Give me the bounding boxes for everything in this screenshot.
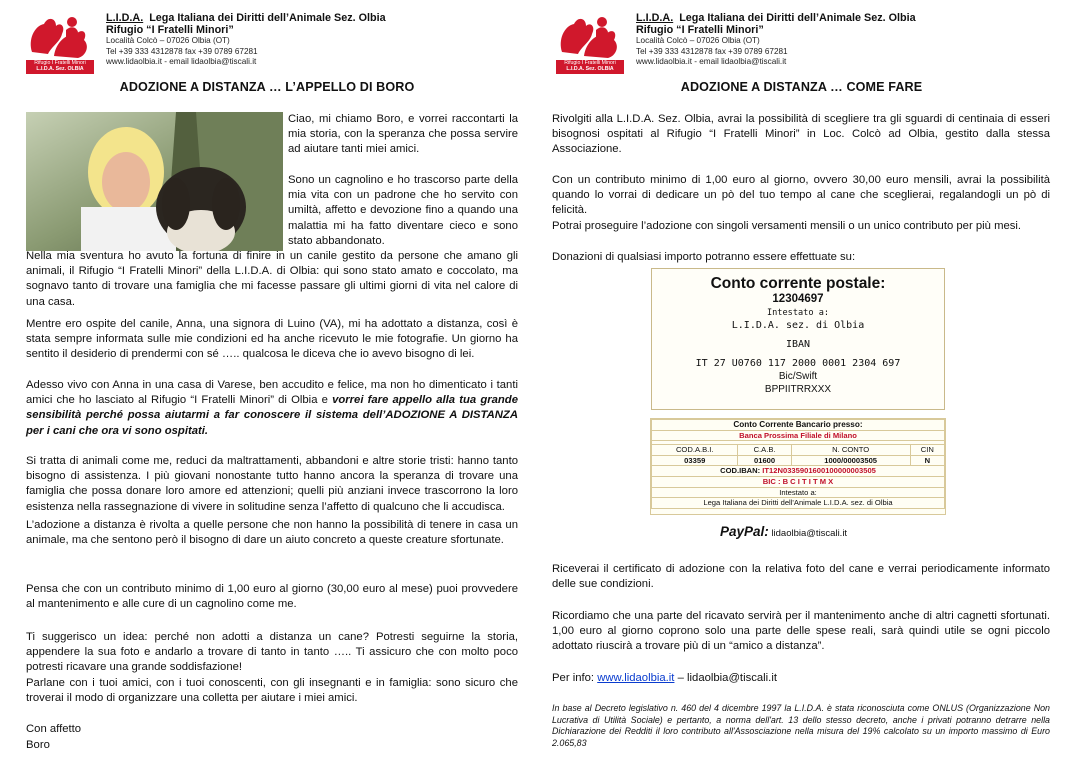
website-link[interactable]: www.lidaolbia.it bbox=[597, 672, 675, 684]
bank-iban: IT12N0335901600100000003505 bbox=[762, 466, 876, 476]
suggestion-paragraph: Ti suggerisco un idea: perché non adotti a distanza un cane? Potresti seguirne la storia, appendere la sua foto e andarlo a trovare di tanto in tanto ….. Ti assicuro che con molto poco potresti ricavare una grande soddisfazione! bbox=[26, 631, 518, 674]
val-cab: 01600 bbox=[738, 455, 791, 466]
letterhead-text bbox=[106, 12, 386, 68]
org-name: Lega Italiana dei Diritti dell’Animale Sez. Olbia bbox=[149, 12, 386, 24]
page-title: ADOZIONE A DISTANZA … COME FARE bbox=[680, 80, 923, 94]
appeal-emphasis: vorrei fare appello alla tua grande sensibilità perché possa aiutarmi a far conoscere il sistema dell’ADOZIONE A DISTANZA per i cani che ora vi sono ospitati. bbox=[26, 394, 518, 437]
val-cin: N bbox=[910, 455, 944, 466]
contact-paragraph: Rivolgiti alla L.I.D.A. Sez. Olbia, avrai la possibilità di scegliere tra gli sguardi di centinaia di esseri bisognosi ospitati al Rifugio “I Fratelli Minori” in Loc. Colcò ad Olbia, gestito dalla stessa Associazione. bbox=[552, 113, 1050, 156]
onlus-footnote: In base al Decreto legislativo n. 460 del 4 dicembre 1997 la L.I.D.A. è stata riconosciuta come ONLUS (Organizzazione Non Lucrativa di Utilità Sociale) e pertanto, a norma dell'art. 13 dello stesso decreto, anche i privati potranno detrarre nella Dichiarazione dei Redditi il loro contributo all'Assosciazione nella misura del 19% calcolato su un importo massimo di Euro 2.065,83 bbox=[552, 703, 1050, 749]
contribution-paragraph: Pensa che con un contributo minimo di 1,00 euro al giorno (30,00 euro al mese) puoi provvedere al mantenimento e alle cure di un cagnolino come me. bbox=[26, 583, 518, 611]
postal-bic-label: Bic/Swift bbox=[778, 371, 818, 382]
org-abbr: L.I.D.A. bbox=[636, 12, 674, 24]
bank-holder: Lega Italiana dei Diritti dell'Animale L.I.D.A. sez. di Olbia bbox=[652, 498, 945, 509]
continuation-paragraph: Potrai proseguire l’adozione con singoli versamenti mensili o un unico contributo per più mesi. bbox=[552, 220, 1022, 232]
postal-heading: Conto corrente postale: bbox=[710, 275, 886, 292]
phone: Tel +39 333 4312878 fax +39 0789 67281 bbox=[636, 46, 788, 56]
paypal-email: lidaolbia@tiscali.it bbox=[771, 528, 848, 539]
story-paragraph-2: Nella mia sventura ho avuto la fortuna di finire in un canile gestito da persone che amano gli animali, il Rifugio “I Fratelli Minori” della L.I.D.A. di Olbia: qui sono stato amato e coccolato, ma sognavo tanto di trovare una famiglia che mi facesse passare gli ultimi giorni di vita nel calore di una casa. bbox=[26, 250, 518, 308]
bank-intestato: Intestato a: bbox=[652, 487, 945, 498]
info-line: Per info: www.lidaolbia.it – lidaolbia@tiscali.it bbox=[552, 672, 777, 684]
postal-holder: L.I.D.A. sez. di Olbia bbox=[731, 320, 865, 331]
letterhead bbox=[556, 10, 1056, 76]
org-name: Lega Italiana dei Diritti dell’Animale Sez. Olbia bbox=[679, 12, 916, 24]
refuge-name: Rifugio “I Fratelli Minori” bbox=[636, 24, 764, 36]
story-paragraph-1: Sono un cagnolino e ho trascorso parte della mia vita con un padrone che ho servito con umiltà, affetto e devozione fino a quando una malattia mi ha fatto diventare cieco e sono stato abbandonato. bbox=[288, 174, 518, 247]
bank-account-box bbox=[650, 418, 946, 515]
logo-caption: Rifugio I Fratelli Minori L.I.D.A. Sez. OLBIA bbox=[564, 60, 616, 72]
page-title: ADOZIONE A DISTANZA … L’APPELLO DI BORO bbox=[119, 80, 415, 94]
val-conto: 1000/00003505 bbox=[791, 455, 910, 466]
postal-intestato: Intestato a: bbox=[766, 308, 830, 318]
org-abbr: L.I.D.A. bbox=[106, 12, 144, 24]
col-cab: C.A.B. bbox=[738, 445, 791, 456]
adoption-paragraph: L’adozione a distanza è rivolta a quelle persone che non hanno la possibilità di tenere in casa un animale, ma che sentono però il bisogno di dare un aiuto concreto a queste creature sfortunate. bbox=[26, 519, 518, 547]
appeal-paragraph: Adesso vivo con Anna in una casa di Varese, ben accudito e felice, ma non ho dimenticato i tanti amici che ho lasciato al Rifugio “I Fratelli Minori” di Olbia e vorrei fare appello alla tua grande sensibilità perché possa aiutarmi a far conoscere il sistema dell’ADOZIONE A DISTANZA per i cani che ora vi sono ospitati. bbox=[26, 379, 518, 437]
web-email: www.lidaolbia.it - email lidaolbia@tiscali.it bbox=[636, 57, 787, 67]
web-email: www.lidaolbia.it - email lidaolbia@tiscali.it bbox=[106, 57, 257, 67]
postal-iban: IT 27 U0760 117 2000 0001 2304 697 bbox=[695, 358, 901, 369]
phone: Tel +39 333 4312878 fax +39 0789 67281 bbox=[106, 46, 258, 56]
bank-name: Banca Prossima Filiale di Milano bbox=[652, 430, 945, 441]
bank-bic: BIC : B C I T I T M X bbox=[652, 476, 945, 487]
intro-paragraph: Ciao, mi chiamo Boro, e vorrei raccontarti la mia storia, con la speranza che possa servire ad aiutare tanti miei amici. bbox=[288, 113, 518, 156]
col-abi: COD.A.B.I. bbox=[652, 445, 738, 456]
logo-caption: Rifugio I Fratelli Minori L.I.D.A. Sez. OLBIA bbox=[34, 60, 86, 72]
refuge-name: Rifugio “I Fratelli Minori” bbox=[106, 24, 234, 36]
boro-with-anna-photo bbox=[26, 112, 283, 251]
address: Località Colcò – 07026 Olbia (OT) bbox=[106, 36, 230, 45]
donations-paragraph: Donazioni di qualsiasi importo potranno essere effettuate su: bbox=[552, 251, 856, 263]
col-conto: N. CONTO bbox=[791, 445, 910, 456]
animals-paragraph: Si tratta di animali come me, reduci da maltrattamenti, abbandoni e altre storie tristi: hanno tanto bisogno di assistenza. I più giovani nonostante tutto hanno ancora la speranza di trovare una famiglia che possa donare loro amore ed attenzioni; quelli più anziani invece trascorrono la loro esistenza nella rassegnazione di vivere in solitudine senza l’affetto di qualcuno che li accudisca. bbox=[26, 455, 518, 513]
postal-account-box bbox=[651, 268, 945, 410]
postal-bic: BPPIITRRXXX bbox=[764, 384, 832, 395]
left-page bbox=[0, 0, 534, 773]
contribution-paragraph: Con un contributo minimo di 1,00 euro al giorno, ovvero 30,00 euro mensili, avrai la possibilità quando lo vorrai di dedicare un pò del tuo tempo al cane che sceglierai, regalandogli un pò di felicità. bbox=[552, 174, 1050, 217]
paypal-logo: PayPal: bbox=[720, 524, 769, 539]
info-email: – lidaolbia@tiscali.it bbox=[677, 672, 777, 684]
letterhead-text bbox=[636, 12, 916, 68]
letterhead bbox=[26, 10, 526, 76]
signature-closing: Con affetto bbox=[26, 723, 82, 735]
signature-name: Boro bbox=[26, 739, 50, 751]
talk-paragraph: Parlane con i tuoi amici, con i tuoi conoscenti, con gli insegnanti e in famiglia: sono sicuro che troverai il modo di organizzare una colletta per aiutare i miei amici. bbox=[26, 677, 518, 705]
address: Località Colcò – 07026 Olbia (OT) bbox=[636, 36, 760, 45]
postal-number: 12304697 bbox=[772, 293, 824, 305]
certificate-paragraph: Riceverai il certificato di adozione con la relativa foto del cane e verrai periodicamente informato delle sue condizioni. bbox=[552, 563, 1050, 591]
val-abi: 03359 bbox=[652, 455, 738, 466]
bank-heading: Conto Corrente Bancario presso: bbox=[652, 420, 945, 431]
right-page bbox=[534, 0, 1069, 773]
col-cin: CIN bbox=[910, 445, 944, 456]
postal-iban-label: IBAN bbox=[785, 339, 811, 350]
paypal-line bbox=[720, 524, 847, 541]
reminder-paragraph: Ricordiamo che una parte del ricavato servirà per il mantenimento anche di altri cagnetti sfortunati. 1,00 euro al giorno coprono solo una parte delle spese reali, sarà quindi utile se ogni piccolo adottato riuscirà a trovare più di un “amico a distanza”. bbox=[552, 610, 1050, 653]
story-paragraph-3: Mentre ero ospite del canile, Anna, una signora di Luino (VA), mi ha adottato a distanza, così è stata sempre informata sulle mie condizioni ed ha anche ricevuto le mie fotografie. Un giorno ha sentito il desiderio di prendermi con sé ….. qualcosa le diceva che io avevo bisogno di lei. bbox=[26, 318, 518, 361]
bank-iban-row: COD.IBAN: IT12N0335901600100000003505 bbox=[652, 466, 945, 477]
